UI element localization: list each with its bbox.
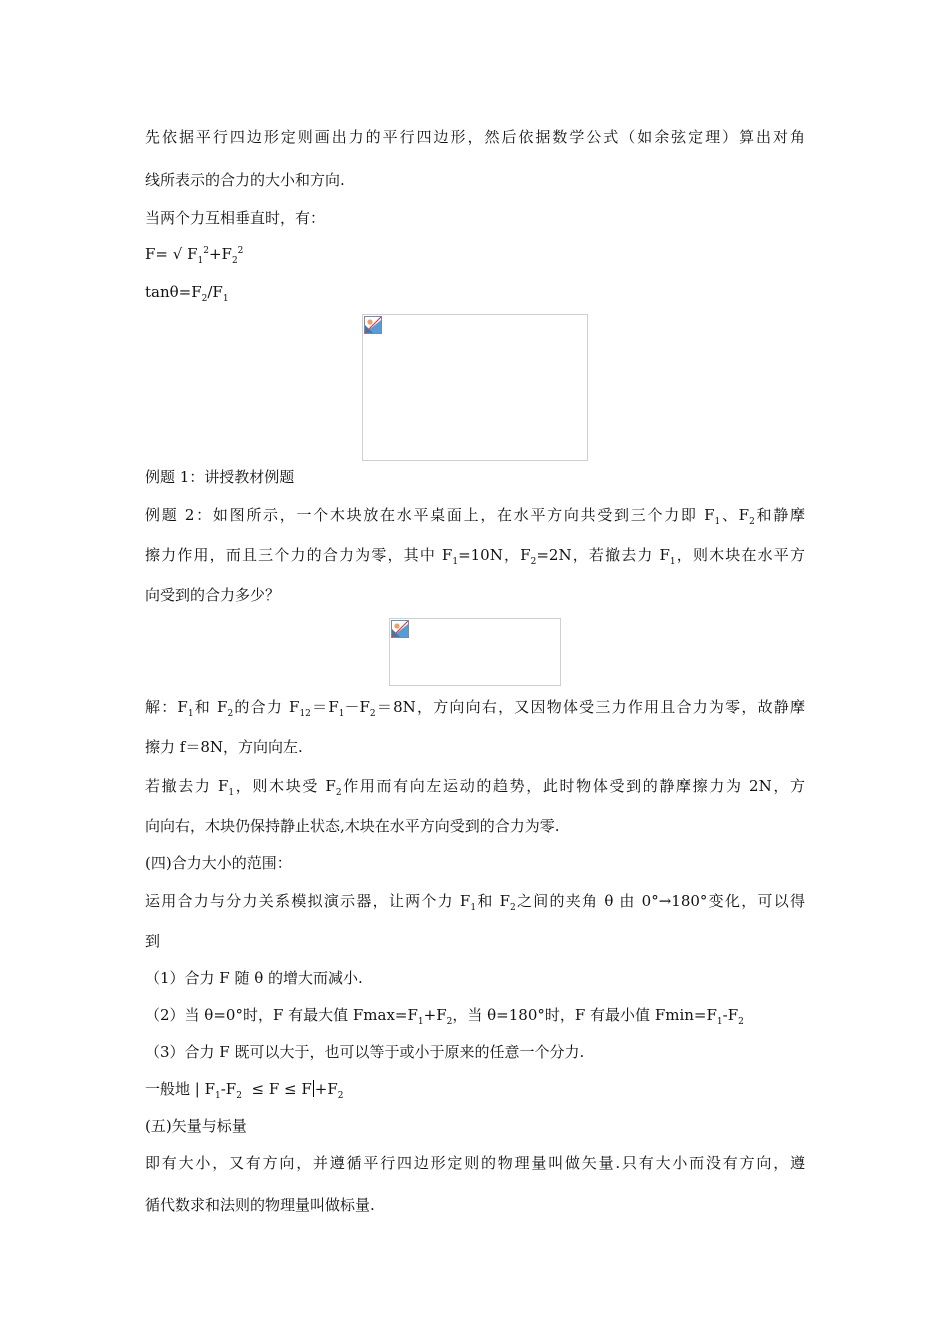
- paragraph-vector-line1: 即有大小，又有方向，并遵循平行四边形定则的物理量叫做矢量.只有大小而没有方向，遵: [145, 1154, 805, 1172]
- formula-tangent: $\tan\theta=F_2/F_1$: [145, 283, 229, 304]
- heading-section-4: (四)合力大小的范围：: [145, 854, 292, 872]
- example-2-line1: 例题 2：如图所示，一个木块放在水平桌面上，在水平方向共受到三个力即 $F_1$、$F_2$和静摩: [145, 506, 805, 527]
- paragraph-remove-force-line1: 若撤去力 $F_1$，则木块受 $F_2$作用而有向左运动的趋势，此时物体受到的静摩擦力为 2N，方: [145, 777, 805, 798]
- example-2-line2: 擦力作用，而且三个力的合力为零，其中 $F_1=10N$，$F_2=2N$，若撤去力 $F_1$，则木块在水平方: [145, 546, 805, 567]
- list-item-1: （1）合力 F 随 θ 的增大而减小.: [145, 969, 363, 987]
- text-cursor: [313, 1080, 314, 1097]
- list-item-2: （2）当 θ=0°时，F 有最大值 $Fmax=F_1+F_2$，当 θ=180°时，F 有最小值 $Fmin=F_1-F_2$: [145, 1006, 744, 1027]
- general-inequality: 一般地 | $F_1-F_2 \le F \le F +F_2$: [145, 1080, 344, 1101]
- list-item-3: （3）合力 F 既可以大于，也可以等于或小于原来的任意一个分力.: [145, 1043, 585, 1061]
- broken-image-icon: [364, 316, 382, 334]
- figure-placeholder-2: [389, 618, 561, 686]
- example-1: 例题 1：讲授教材例题: [145, 468, 295, 486]
- paragraph-method-line2: 线所表示的合力的大小和方向.: [145, 171, 345, 189]
- formula-magnitude: F= √ $F_1^2+F_2^2$: [145, 245, 244, 266]
- example-2-line3: 向受到的合力多少？: [145, 586, 281, 604]
- paragraph-vector-line2: 循代数求和法则的物理量叫做标量.: [145, 1196, 375, 1214]
- solution-line2: 擦力 f＝8N，方向向左.: [145, 738, 303, 756]
- heading-section-5: (五)矢量与标量: [145, 1117, 247, 1135]
- solution-line1: 解：$F_1$和 $F_2$的合力 $F_{12}=F_1-F_2=8N$，方向向右，又因物体受三力作用且合力为零，故静摩: [145, 698, 806, 719]
- figure-placeholder-1: [362, 314, 588, 461]
- paragraph-demonstrator-line2: 到: [145, 932, 161, 950]
- paragraph-demonstrator-line1: 运用合力与分力关系模拟演示器，让两个力 $F_1$和 $F_2$之间的夹角 θ 由 0°→180°变化，可以得: [145, 892, 805, 913]
- broken-image-icon: [391, 620, 409, 638]
- paragraph-remove-force-line2: 向向右，木块仍保持静止状态,木块在水平方向受到的合力为零.: [145, 817, 560, 835]
- paragraph-perpendicular: 当两个力互相垂直时，有：: [145, 209, 326, 227]
- paragraph-method-line1: 先依据平行四边形定则画出力的平行四边形，然后依据数学公式（如余弦定理）算出对角: [145, 128, 805, 146]
